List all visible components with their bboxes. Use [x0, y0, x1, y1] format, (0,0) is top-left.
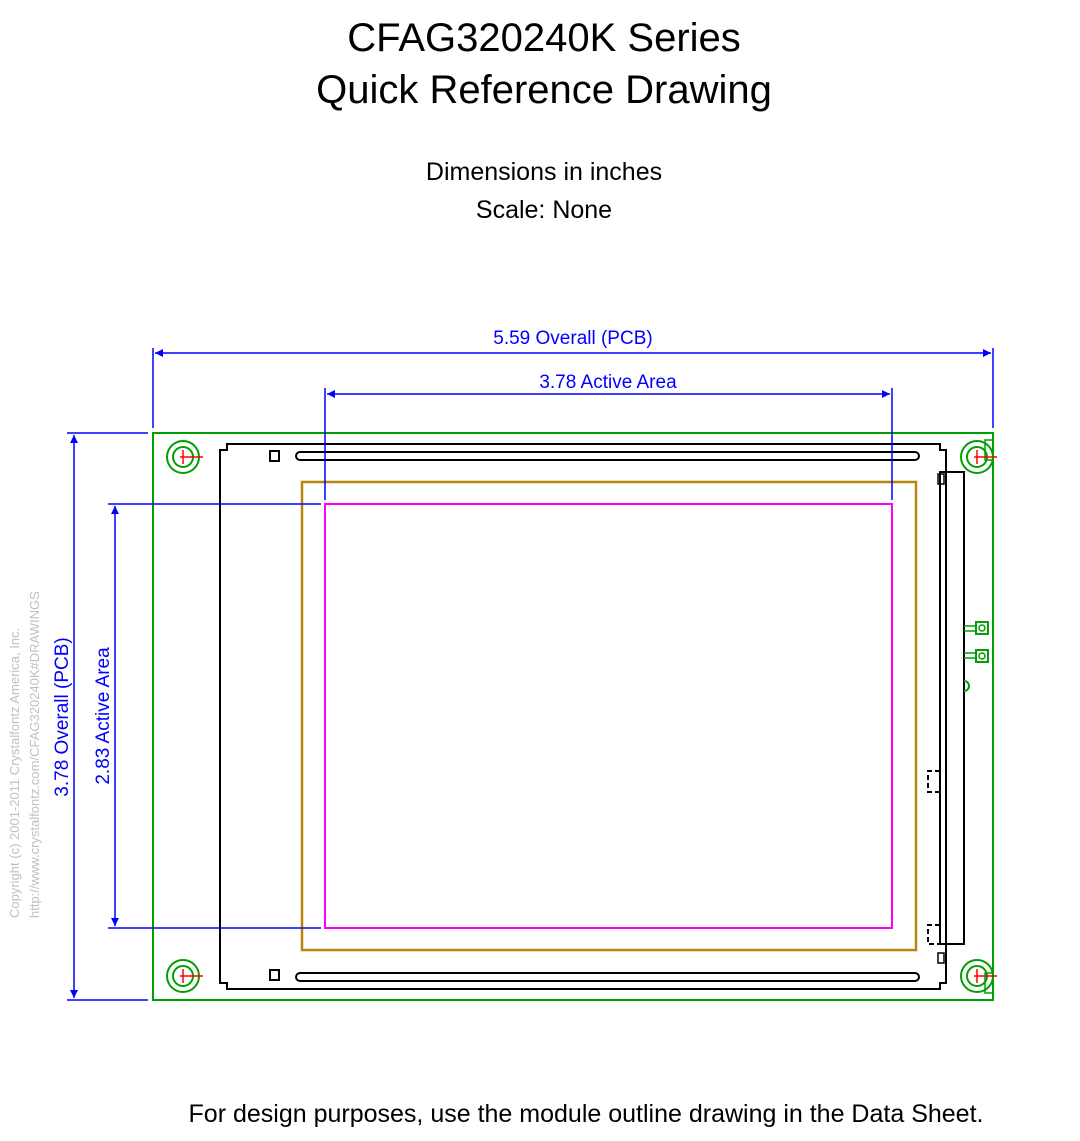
side-connector [928, 472, 964, 963]
active-width-label: 3.78 Active Area [539, 372, 677, 393]
mounting-hole-top-right [961, 441, 997, 473]
drawing-title: CFAG320240K Series [347, 16, 741, 60]
module-frame [220, 444, 946, 989]
units-note: Dimensions in inches [425, 158, 663, 186]
overall-width-label: 5.59 Overall (PCB) [493, 328, 653, 349]
connector-pads [964, 622, 988, 691]
active-height-dimension [93, 504, 321, 928]
copyright-notice [7, 591, 42, 918]
scale-note: Scale: None [475, 196, 613, 224]
overall-height-label: 3.78 Overall (PCB) [52, 637, 73, 797]
mounting-hole-bottom-right [961, 960, 997, 992]
viewing-area [302, 482, 916, 950]
pcb-outline [153, 433, 993, 1000]
copyright-line: Copyright (c) 2001-2011 Crystalfontz America, Inc. [7, 627, 22, 918]
drawing-subtitle: Quick Reference Drawing [316, 68, 772, 112]
mounting-hole-top-left [167, 441, 203, 473]
active-height-label: 2.83 Active Area [93, 647, 114, 785]
copyright-url: http://www.crystalfontz.com/CFAG320240K#DRAWINGS [27, 591, 42, 918]
mounting-hole-bottom-left [167, 960, 203, 992]
active-area [325, 504, 892, 928]
design-note: For design purposes, use the module outline drawing in the Data Sheet. [188, 1100, 984, 1128]
